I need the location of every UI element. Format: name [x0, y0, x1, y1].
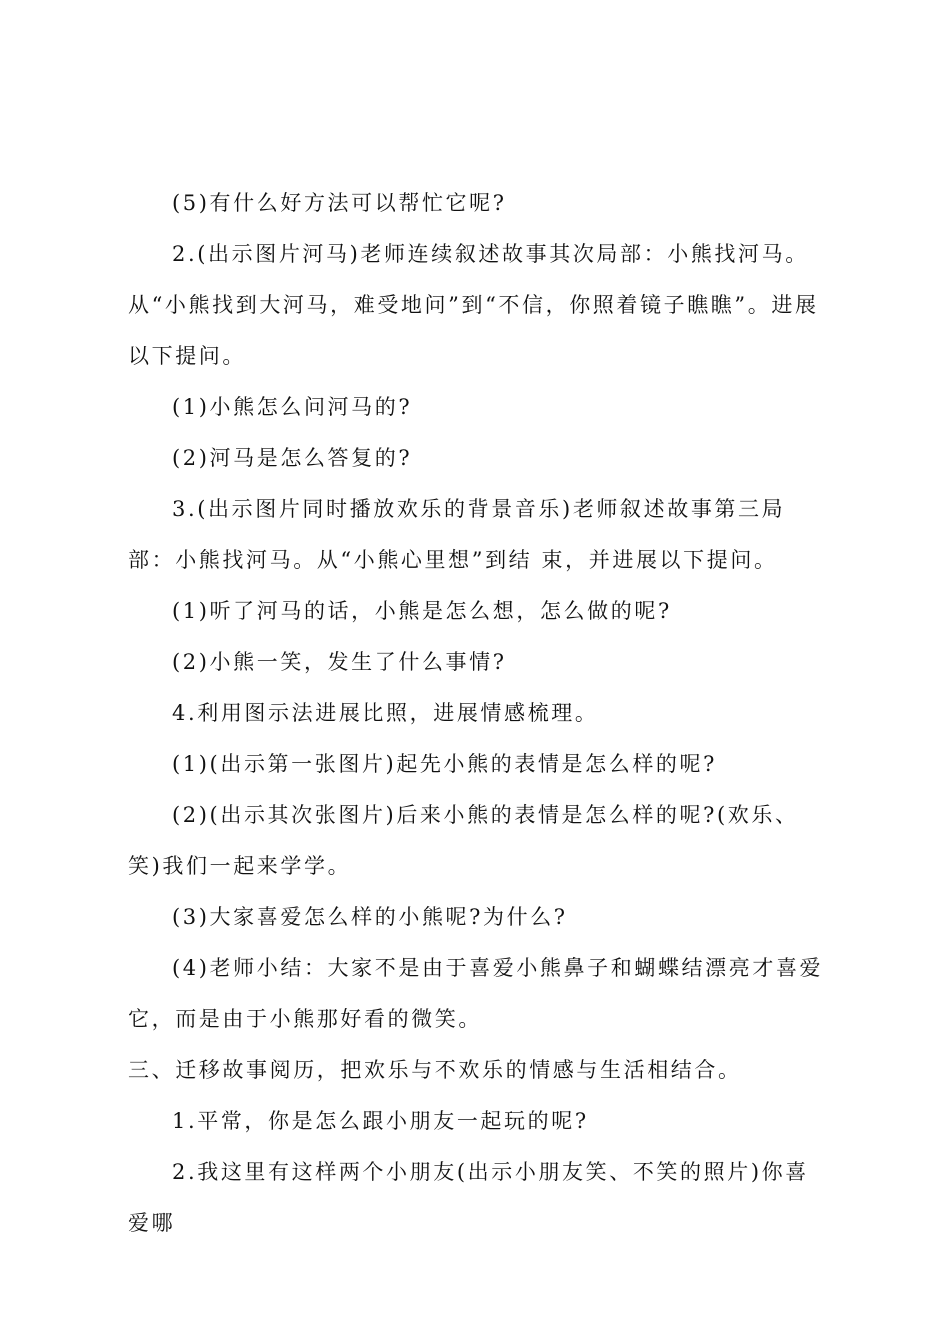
paragraph: (1)小熊怎么问河马的? — [172, 395, 413, 419]
paragraph: (2)河马是怎么答复的? — [172, 446, 413, 470]
paragraph: (2)(出示其次张图片)后来小熊的表情是怎么样的呢?(欢乐、笑)我们一起来学学。 — [128, 803, 799, 878]
paragraph: (2)小熊一笑，发生了什么事情? — [172, 650, 507, 674]
paragraph: (5)有什么好方法可以帮忙它呢? — [172, 191, 507, 215]
paragraph: 2.我这里有这样两个小朋友(出示小朋友笑、不笑的照片)你喜爱哪 — [128, 1160, 809, 1235]
paragraph: 2.(出示图片河马)老师连续叙述故事其次局部：小熊找河马。从“小熊找到大河马，难受地问”到“不信，你照着镜子瞧瞧”。进展以下提问。 — [128, 242, 819, 368]
paragraph: 4.利用图示法进展比照，进展情感梳理。 — [172, 701, 599, 725]
paragraph: (4)老师小结：大家不是由于喜爱小熊鼻子和蝴蝶结漂亮才喜爱它，而是由于小熊那好看的微笑。 — [128, 956, 824, 1031]
paragraph: (1)听了河马的话，小熊是怎么想，怎么做的呢? — [172, 599, 672, 623]
document-body — [128, 178, 832, 1249]
paragraph: 3.(出示图片同时播放欢乐的背景音乐)老师叙述故事第三局部：小熊找河马。从“小熊心里想”到结 束，并进展以下提问。 — [128, 497, 786, 572]
paragraph: (1)(出示第一张图片)起先小熊的表情是怎么样的呢? — [172, 752, 717, 776]
section-heading: 三、迁移故事阅历，把欢乐与不欢乐的情感与生活相结合。 — [128, 1058, 742, 1082]
paragraph: 1.平常，你是怎么跟小朋友一起玩的呢? — [172, 1109, 589, 1133]
paragraph: (3)大家喜爱怎么样的小熊呢?为什么? — [172, 905, 568, 929]
